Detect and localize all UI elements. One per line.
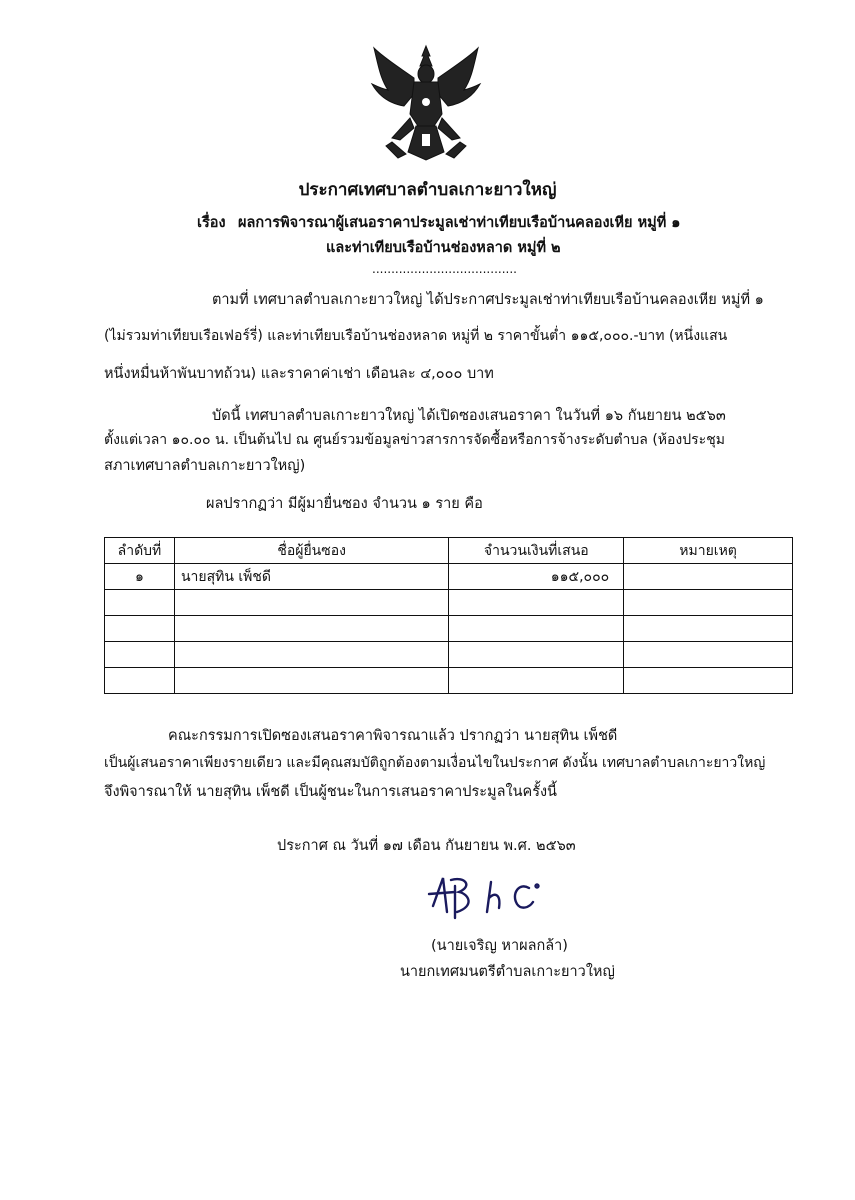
- signer-name: (นายเจริญ หาผลกล้า): [431, 938, 568, 954]
- table-row: [105, 564, 793, 590]
- table-row: [105, 642, 793, 668]
- table-cell-remark: [624, 564, 793, 590]
- table-cell-order: [105, 590, 175, 616]
- table-cell-order: ๑: [105, 564, 175, 590]
- table-cell-amount: [449, 642, 624, 668]
- column-header-bidder-name: ชื่อผู้ยื่นซอง: [174, 538, 448, 564]
- paragraph-2-line-3: สภาเทศบาลตำบลเกาะยาวใหญ่): [104, 458, 306, 474]
- announce-date: ประกาศ ณ วันที่ ๑๗ เดือน กันยายน พ.ศ. ๒๕๖๓: [277, 838, 576, 854]
- conclusion-line-3: จึงพิจารณาให้ นายสุทิน เพ็ชดี เป็นผู้ชนะในการเสนอราคาประมูลในครั้งนี้: [104, 784, 557, 800]
- table-cell-remark: [624, 616, 793, 642]
- table-row: [105, 590, 793, 616]
- table-cell-bidder-name: [174, 668, 448, 694]
- separator-dots: ......................................: [372, 262, 517, 276]
- paragraph-1-line-3: หนึ่งหมื่นห้าพันบาทถ้วน) และราคาค่าเช่า เดือนละ ๔,๐๐๐ บาท: [104, 366, 494, 382]
- table-cell-amount: ๑๑๕,๐๐๐: [449, 564, 624, 590]
- subject-line-1: ผลการพิจารณาผู้เสนอราคาประมูลเช่าท่าเทียบเรือบ้านคลองเหีย หมู่ที่ ๑: [238, 215, 681, 231]
- conclusion-line-2: เป็นผู้เสนอราคาเพียงรายเดียว และมีคุณสมบัติถูกต้องตามเงื่อนไขในประกาศ ดังนั้น เทศบาลตำบลเกาะยาวใหญ่: [104, 755, 766, 771]
- table-row: [105, 616, 793, 642]
- table-cell-bidder-name: [174, 642, 448, 668]
- subject-line-2: และท่าเทียบเรือบ้านช่องหลาด หมู่ที่ ๒: [326, 240, 561, 256]
- signature-mark: [425, 872, 555, 922]
- paragraph-1-line-2: (ไม่รวมท่าเทียบเรือเฟอร์รี่) และท่าเทียบเรือบ้านช่องหลาด หมู่ที่ ๒ ราคาขั้นต่ำ ๑๑๕,๐๐๐.-บาท (หนึ่งแสน: [104, 328, 728, 344]
- table-cell-order: [105, 616, 175, 642]
- table-cell-remark: [624, 642, 793, 668]
- table-cell-amount: [449, 616, 624, 642]
- table-cell-amount: [449, 590, 624, 616]
- table-cell-bidder-name: [174, 616, 448, 642]
- garuda-emblem: [370, 42, 482, 164]
- table-cell-order: [105, 642, 175, 668]
- paragraph-1-line-1: ตามที่ เทศบาลตำบลเกาะยาวใหญ่ ได้ประกาศประมูลเช่าท่าเทียบเรือบ้านคลองเหีย หมู่ที่ ๑: [212, 292, 764, 308]
- table-cell-amount: [449, 668, 624, 694]
- table-row: [105, 668, 793, 694]
- table-cell-bidder-name: นายสุทิน เพ็ชดี: [174, 564, 448, 590]
- column-header-order: ลำดับที่: [105, 538, 175, 564]
- table-cell-order: [105, 668, 175, 694]
- table-cell-remark: [624, 668, 793, 694]
- table-cell-bidder-name: [174, 590, 448, 616]
- signer-position: นายกเทศมนตรีตำบลเกาะยาวใหญ่: [400, 964, 615, 980]
- conclusion-line-1: คณะกรรมการเปิดซองเสนอราคาพิจารณาแล้ว ปรากฏว่า นายสุทิน เพ็ชดี: [168, 728, 618, 744]
- subject-label: เรื่อง: [197, 215, 226, 231]
- paragraph-2-line-2: ตั้งแต่เวลา ๑๐.๐๐ น. เป็นต้นไป ณ ศูนย์รวมข้อมูลข่าวสารการจัดซื้อหรือการจ้างระดับตำบล (ห้องประชุม: [104, 432, 725, 448]
- column-header-remark: หมายเหตุ: [624, 538, 793, 564]
- bidder-table: [104, 537, 793, 694]
- table-cell-remark: [624, 590, 793, 616]
- column-header-amount: จำนวนเงินที่เสนอ: [449, 538, 624, 564]
- table-header-row: [105, 538, 793, 564]
- announcement-title: ประกาศเทศบาลตำบลเกาะยาวใหญ่: [298, 180, 557, 200]
- paragraph-2-line-1: บัดนี้ เทศบาลตำบลเกาะยาวใหญ่ ได้เปิดซองเสนอราคา ในวันที่ ๑๖ กันยายน ๒๕๖๓: [212, 408, 726, 424]
- paragraph-3: ผลปรากฏว่า มีผู้มายื่นซอง จำนวน ๑ ราย คือ: [206, 496, 483, 512]
